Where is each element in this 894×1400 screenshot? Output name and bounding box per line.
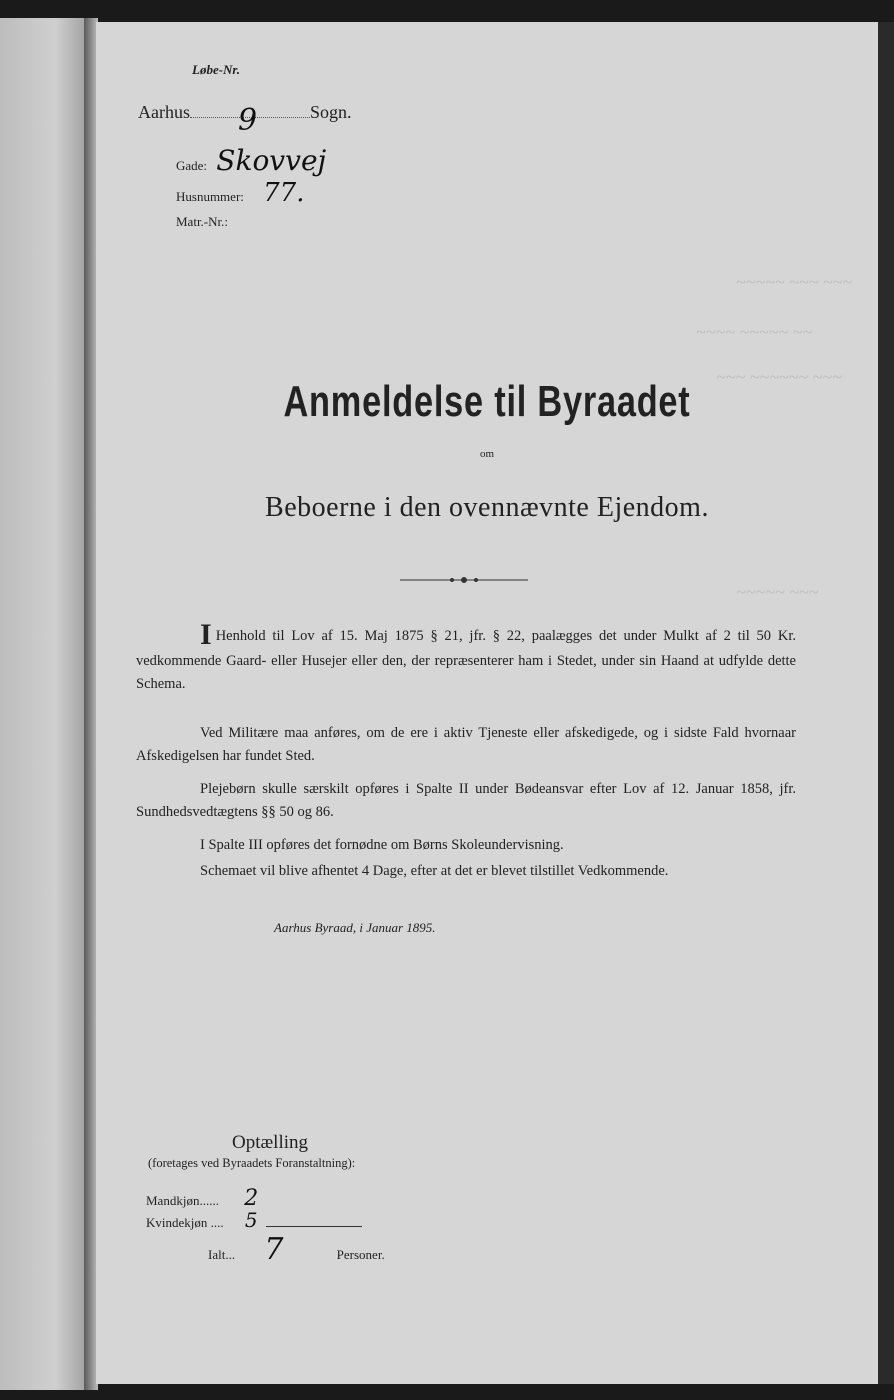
kvindekjoen-label: Kvindekjøn .... <box>146 1215 224 1230</box>
sum-rule <box>266 1226 362 1227</box>
om-text: om <box>479 448 495 460</box>
aarhus-label: Aarhus <box>138 102 190 122</box>
ornament-icon <box>400 575 528 585</box>
bleed-through-text: ~~~ ~~~~~~ ~~~ <box>716 367 842 387</box>
kvindekjoen-value: 5 <box>244 1208 258 1232</box>
sogn-label: Sogn. <box>310 102 352 122</box>
gade-row <box>176 144 326 177</box>
paragraph-1-text: Henhold til Lov af 15. Maj 1875 § 21, jfr. § 22, paalægges det under Mulkt af 2 til 50 Kr. vedkommende Gaard- eller Husejer eller den, der repræsenterer ham i Stedet, under sin Haand at udfylde dette Schema. <box>136 628 796 693</box>
parish-handwriting: 9 <box>238 103 258 138</box>
bleed-through-text: ~~~~ ~~~~~ ~~ <box>696 322 813 342</box>
gade-label: Gade: <box>176 158 208 173</box>
personer-label: Personer. <box>336 1247 385 1262</box>
loebe-nr-label: Løbe-Nr. <box>192 62 241 77</box>
form-subtitle: Beboerne i den ovennævnte Ejendom. <box>265 492 709 523</box>
paragraph-4: I Spalte III opføres det fornødne om Børns Skoleundervisning. <box>200 837 564 853</box>
husnummer-label: Husnummer: <box>176 189 244 204</box>
paragraph-1 <box>136 620 796 696</box>
mandkjoen-value: 2 <box>244 1186 259 1211</box>
paragraph-5: Schemaet vil blive afhentet 4 Dage, efter at det er blevet tilstillet Vedkommende. <box>200 863 669 879</box>
bleed-through-text: ~~~~~ ~~~ <box>736 582 819 602</box>
mandkjoen-label: Mandkjøn...... <box>146 1193 219 1208</box>
ialt-value: 7 <box>264 1232 284 1267</box>
form-title: Anmeldelse til Byraadet <box>283 377 691 426</box>
ialt-label: Ialt... <box>208 1247 236 1262</box>
ialt-row <box>208 1232 385 1267</box>
drop-cap: I <box>200 618 212 651</box>
bleed-through-text: ~~~~~ ~~~ ~~~ <box>736 272 853 292</box>
matr-nr-label: Matr.-Nr.: <box>176 214 228 229</box>
ornament-divider <box>400 574 528 589</box>
kvindekjoen-row <box>146 1208 258 1232</box>
census-form-page <box>96 22 878 1384</box>
paragraph-3: Plejebørn skulle særskilt opføres i Spalte II under Bødeansvar efter Lov af 12. Januar 1858, jfr. Sundhedsvedtægtens §§ 50 og 86. <box>136 781 796 821</box>
parish-line <box>138 102 352 138</box>
gade-handwriting: Skovvej <box>216 144 327 177</box>
parish-field <box>190 103 310 138</box>
signature-line: Aarhus Byraad, i Januar 1895. <box>274 920 436 935</box>
husnummer-row <box>176 178 305 208</box>
paragraph-2: Ved Militære maa anføres, om de ere i aktiv Tjeneste eller afskedigede, og i sidste Fald hvornaar Afskedigelsen har fundet Sted. <box>136 725 796 765</box>
page-right-edge <box>878 22 894 1384</box>
husnummer-handwriting: 77. <box>263 178 305 208</box>
previous-page-edge <box>0 18 92 1390</box>
optaelling-subheading: (foretages ved Byraadets Foranstaltning): <box>148 1156 356 1170</box>
optaelling-heading: Optælling <box>232 1132 309 1153</box>
